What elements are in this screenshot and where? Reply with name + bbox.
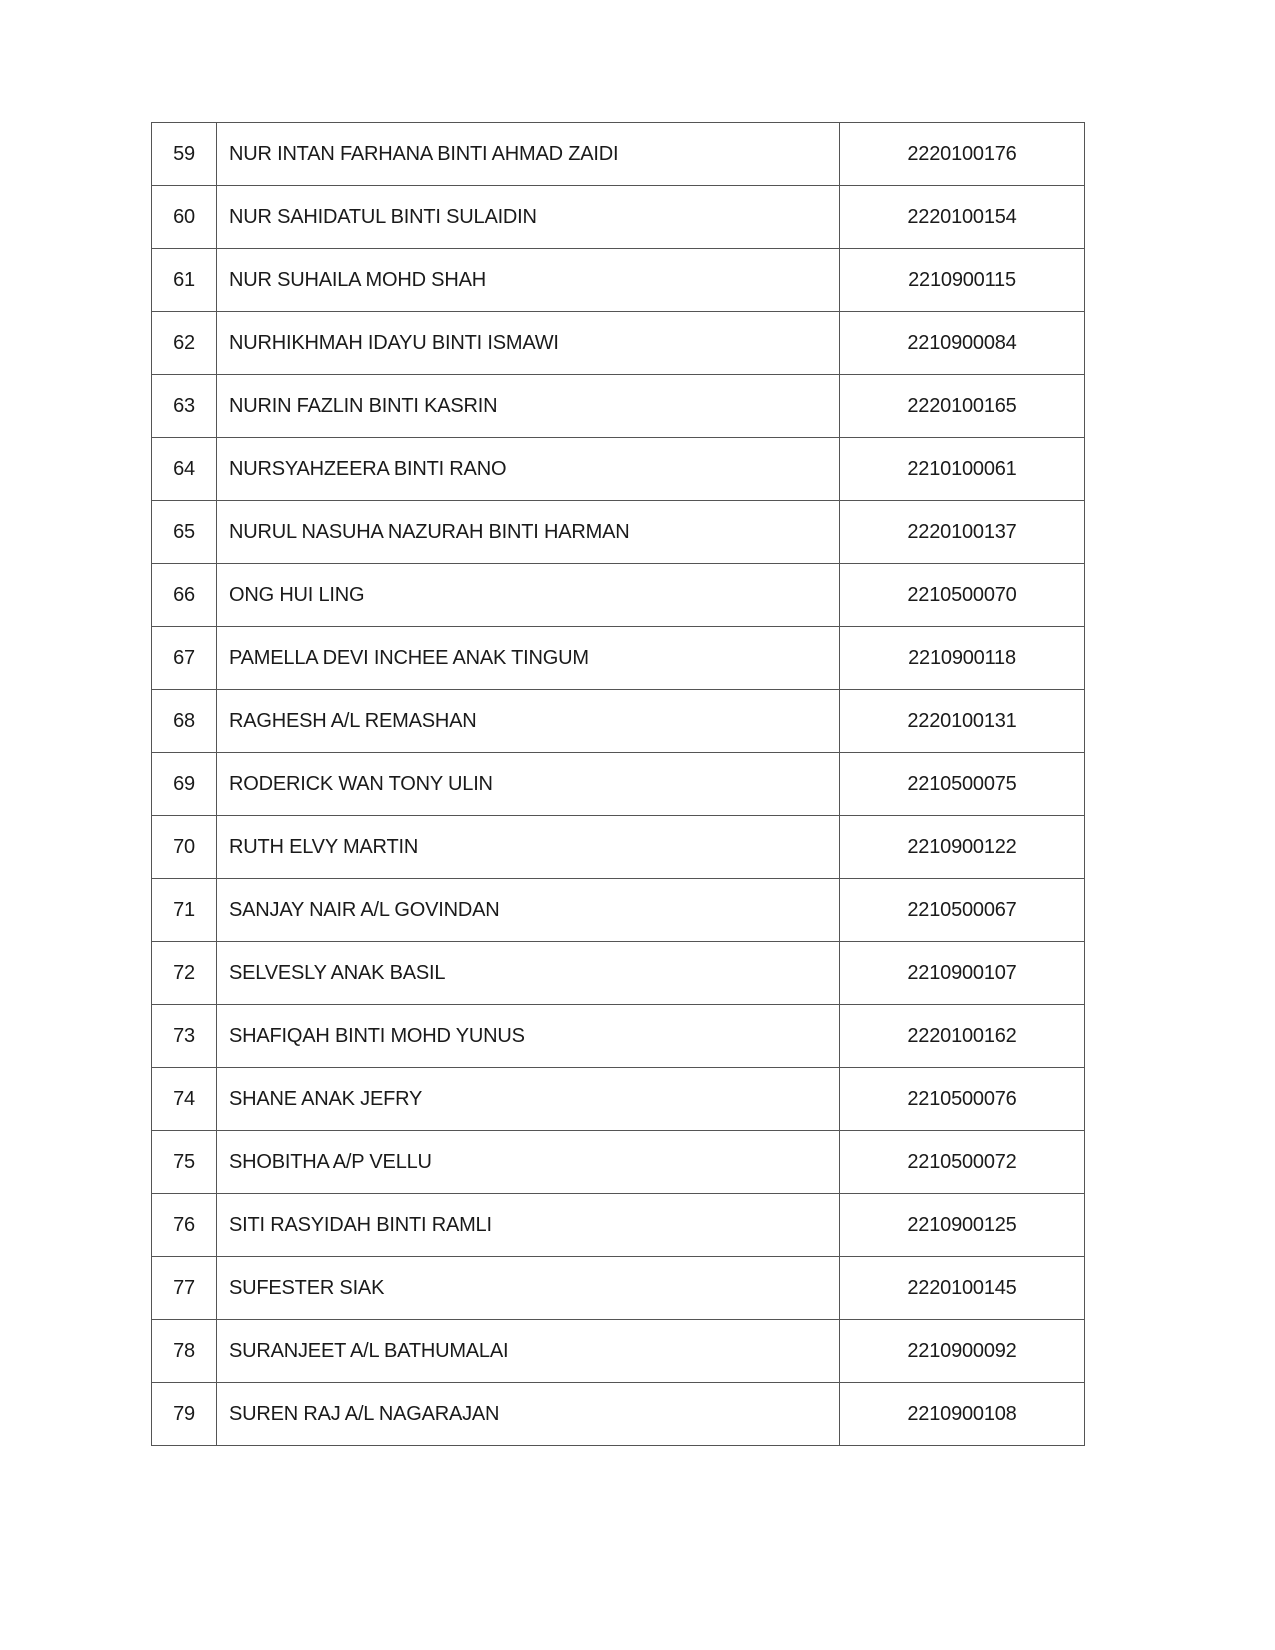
matric-number: 2210500072 xyxy=(840,1131,1085,1194)
row-number: 59 xyxy=(152,123,217,186)
table-row xyxy=(152,375,1085,438)
student-name: SHOBITHA A/P VELLU xyxy=(217,1131,840,1194)
table-row xyxy=(152,1068,1085,1131)
student-name: NURUL NASUHA NAZURAH BINTI HARMAN xyxy=(217,501,840,564)
matric-number: 2210900084 xyxy=(840,312,1085,375)
row-number: 73 xyxy=(152,1005,217,1068)
matric-number: 2210500070 xyxy=(840,564,1085,627)
table-row xyxy=(152,1257,1085,1320)
matric-number: 2220100165 xyxy=(840,375,1085,438)
matric-number: 2210900122 xyxy=(840,816,1085,879)
student-name: NURSYAHZEERA BINTI RANO xyxy=(217,438,840,501)
student-name: SHANE ANAK JEFRY xyxy=(217,1068,840,1131)
row-number: 68 xyxy=(152,690,217,753)
table-row xyxy=(152,1383,1085,1446)
row-number: 62 xyxy=(152,312,217,375)
table-row xyxy=(152,123,1085,186)
table-row xyxy=(152,1194,1085,1257)
student-name: RUTH ELVY MARTIN xyxy=(217,816,840,879)
row-number: 79 xyxy=(152,1383,217,1446)
matric-number: 2210900118 xyxy=(840,627,1085,690)
student-name: NUR SAHIDATUL BINTI SULAIDIN xyxy=(217,186,840,249)
table-row xyxy=(152,186,1085,249)
student-name: SURANJEET A/L BATHUMALAI xyxy=(217,1320,840,1383)
row-number: 78 xyxy=(152,1320,217,1383)
table-row xyxy=(152,438,1085,501)
row-number: 75 xyxy=(152,1131,217,1194)
row-number: 67 xyxy=(152,627,217,690)
row-number: 71 xyxy=(152,879,217,942)
table-row xyxy=(152,1005,1085,1068)
matric-number: 2220100137 xyxy=(840,501,1085,564)
matric-number: 2210900115 xyxy=(840,249,1085,312)
table-row xyxy=(152,627,1085,690)
table-body xyxy=(152,123,1085,1446)
table-row xyxy=(152,690,1085,753)
row-number: 65 xyxy=(152,501,217,564)
matric-number: 2210900107 xyxy=(840,942,1085,1005)
matric-number: 2220100176 xyxy=(840,123,1085,186)
table-row xyxy=(152,249,1085,312)
table-row xyxy=(152,816,1085,879)
row-number: 61 xyxy=(152,249,217,312)
student-name: SANJAY NAIR A/L GOVINDAN xyxy=(217,879,840,942)
table-row xyxy=(152,564,1085,627)
student-name: RAGHESH A/L REMASHAN xyxy=(217,690,840,753)
row-number: 64 xyxy=(152,438,217,501)
table-row xyxy=(152,1131,1085,1194)
table-row xyxy=(152,753,1085,816)
student-name: SITI RASYIDAH BINTI RAMLI xyxy=(217,1194,840,1257)
matric-number: 2210100061 xyxy=(840,438,1085,501)
row-number: 66 xyxy=(152,564,217,627)
matric-number: 2210500067 xyxy=(840,879,1085,942)
table-row xyxy=(152,879,1085,942)
table-row xyxy=(152,501,1085,564)
student-name: SHAFIQAH BINTI MOHD YUNUS xyxy=(217,1005,840,1068)
student-name: NUR INTAN FARHANA BINTI AHMAD ZAIDI xyxy=(217,123,840,186)
row-number: 74 xyxy=(152,1068,217,1131)
table-row xyxy=(152,942,1085,1005)
matric-number: 2210500076 xyxy=(840,1068,1085,1131)
student-list-table xyxy=(151,122,1085,1446)
student-name: SUFESTER SIAK xyxy=(217,1257,840,1320)
student-name: SUREN RAJ A/L NAGARAJAN xyxy=(217,1383,840,1446)
student-name: NURHIKHMAH IDAYU BINTI ISMAWI xyxy=(217,312,840,375)
row-number: 77 xyxy=(152,1257,217,1320)
student-name: SELVESLY ANAK BASIL xyxy=(217,942,840,1005)
row-number: 76 xyxy=(152,1194,217,1257)
row-number: 60 xyxy=(152,186,217,249)
matric-number: 2210500075 xyxy=(840,753,1085,816)
student-name: ONG HUI LING xyxy=(217,564,840,627)
matric-number: 2220100145 xyxy=(840,1257,1085,1320)
matric-number: 2220100131 xyxy=(840,690,1085,753)
matric-number: 2210900108 xyxy=(840,1383,1085,1446)
student-name: PAMELLA DEVI INCHEE ANAK TINGUM xyxy=(217,627,840,690)
matric-number: 2210900125 xyxy=(840,1194,1085,1257)
student-name: RODERICK WAN TONY ULIN xyxy=(217,753,840,816)
table-row xyxy=(152,312,1085,375)
matric-number: 2210900092 xyxy=(840,1320,1085,1383)
matric-number: 2220100154 xyxy=(840,186,1085,249)
student-name: NUR SUHAILA MOHD SHAH xyxy=(217,249,840,312)
matric-number: 2220100162 xyxy=(840,1005,1085,1068)
table-row xyxy=(152,1320,1085,1383)
row-number: 69 xyxy=(152,753,217,816)
row-number: 70 xyxy=(152,816,217,879)
row-number: 63 xyxy=(152,375,217,438)
row-number: 72 xyxy=(152,942,217,1005)
student-name: NURIN FAZLIN BINTI KASRIN xyxy=(217,375,840,438)
